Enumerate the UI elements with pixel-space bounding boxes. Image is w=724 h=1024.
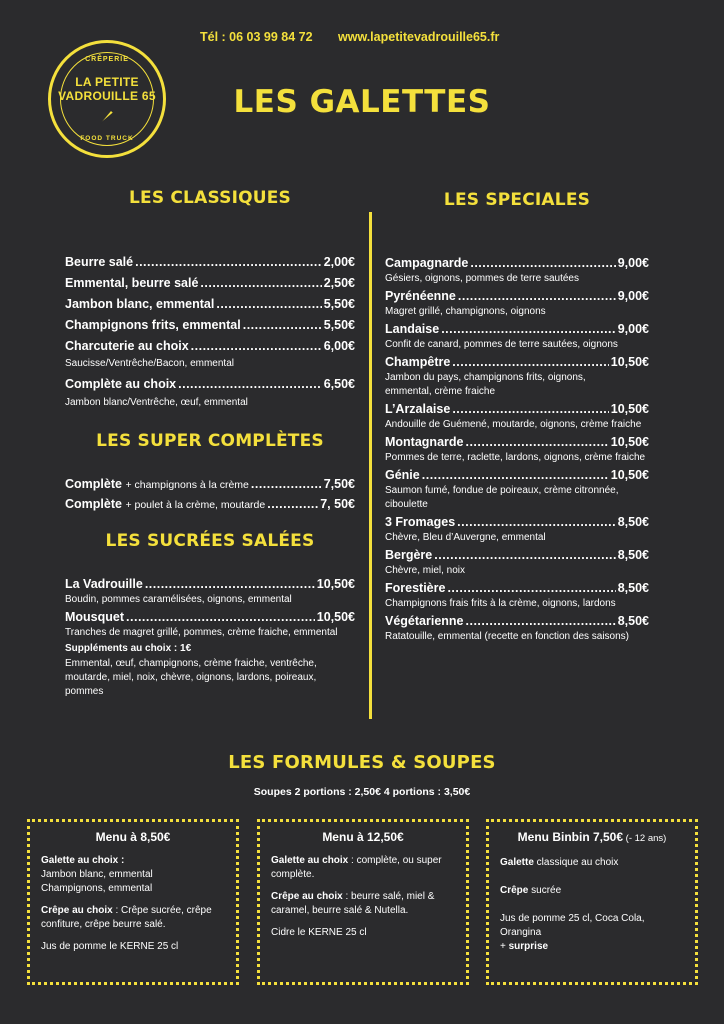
- website-link[interactable]: www.lapetitevadrouille65.fr: [338, 30, 500, 44]
- classiques-list: [65, 254, 355, 410]
- supplements-list: Emmental, œuf, champignons, crème fraiche, ventrêche, moutarde, miel, noix, chèvre, oignons, lardons, poireaux, pommes: [65, 658, 317, 697]
- list-item: Complète + champignons à la crème ..... 7,50€: [65, 476, 355, 493]
- list-item: Champignons frits, emmental ..... 5,50€: [65, 317, 355, 333]
- super-list: [65, 476, 355, 513]
- list-item: Forestière ..... 8,50€: [385, 580, 649, 596]
- menu-title: Menu à 8,50€: [95, 830, 171, 844]
- list-item: Bergère ..... 8,50€: [385, 547, 649, 563]
- list-item: Beurre salé ..... 2,00€: [65, 254, 355, 270]
- item-description: Pommes de terre, raclette, lardons, oignons, crème fraiche: [385, 452, 646, 463]
- list-item: Jambon blanc, emmental ..... 5,50€: [65, 296, 355, 312]
- list-item: L’Arzalaise ..... 10,50€: [385, 401, 649, 417]
- list-item: Emmental, beurre salé ..... 2,50€: [65, 275, 355, 291]
- menu-card-2: Menu à 12,50€ Galette au choix : complète, ou super complète. Crêpe au choix : beurre salé, miel & caramel, beurre salé & Nutella. Cidre le KERNE 25 cl: [257, 819, 469, 985]
- column-divider: [369, 212, 372, 719]
- list-item: Complète au choix ..... 6,50€: [65, 376, 355, 392]
- list-item: Mousquet ..... 10,50€: [65, 609, 355, 625]
- list-item: Campagnarde ..... 9,00€: [385, 255, 649, 271]
- page-title: LES GALETTES: [233, 84, 491, 120]
- item-description: Jambon blanc/Ventrêche, œuf, emmental: [65, 397, 248, 408]
- item-description: Chèvre, Bleu d’Auvergne, emmental: [385, 532, 546, 543]
- list-item: Végétarienne ..... 8,50€: [385, 613, 649, 629]
- speciales-list: [385, 255, 649, 646]
- item-description: Saucisse/Ventrêche/Bacon, emmental: [65, 358, 234, 369]
- section-title-formules: LES FORMULES & SOUPES: [228, 752, 496, 773]
- list-item: Génie ..... 10,50€: [385, 467, 649, 483]
- section-title-classiques: LES CLASSIQUES: [128, 188, 292, 208]
- menu-title: Menu Binbin 7,50€ (- 12 ans): [517, 830, 667, 844]
- section-title-sucrees: LES SUCRÉES SALÉES: [105, 531, 315, 551]
- list-item: Charcuterie au choix ..... 6,00€: [65, 338, 355, 354]
- list-item: Complète + poulet à la crème, moutarde ..... 7, 50€: [65, 496, 355, 513]
- menu-drink: Cidre le KERNE 25 cl: [271, 927, 367, 938]
- sucrees-list: [65, 576, 355, 699]
- list-item: Montagnarde ..... 10,50€: [385, 434, 649, 450]
- list-item: Pyrénéenne ..... 9,00€: [385, 288, 649, 304]
- menu-card-3: Menu Binbin 7,50€ (- 12 ans) Galette classique au choix Crêpe sucrée Jus de pomme 25 cl, Coca Cola, Orangina + surprise: [486, 819, 698, 985]
- item-description: Champignons frais frits à la crème, oignons, lardons: [385, 598, 616, 609]
- section-title-speciales: LES SPECIALES: [443, 190, 591, 210]
- logo-top-text: CRÊPERIE: [85, 56, 129, 63]
- soupes-prices: Soupes 2 portions : 2,50€ 4 portions : 3,50€: [253, 786, 471, 798]
- item-description: Saumon fumé, fondue de poireaux, crème citronnée, ciboulette: [385, 485, 619, 510]
- menu-title: Menu à 12,50€: [322, 830, 404, 844]
- list-item: 3 Fromages ..... 8,50€: [385, 514, 649, 530]
- phone-number[interactable]: Tél : 06 03 99 84 72: [200, 30, 313, 44]
- item-description: Boudin, pommes caramélisées, oignons, emmental: [65, 594, 292, 605]
- list-item: Landaise ..... 9,00€: [385, 321, 649, 337]
- item-description: Tranches de magret grillé, pommes, crème fraiche, emmental: [65, 627, 338, 638]
- logo-name: LA PETITE VADROUILLE 65: [58, 75, 156, 103]
- section-title-super: LES SUPER COMPLÈTES: [96, 431, 324, 451]
- item-description: Confit de canard, pommes de terre sautées, oignons: [385, 339, 618, 350]
- item-description: Andouille de Guémené, moutarde, oignons, crème fraiche: [385, 419, 642, 430]
- item-description: Gésiers, oignons, pommes de terre sautées: [385, 273, 579, 284]
- logo-bottom-text: FOOD TRUCK: [80, 135, 134, 142]
- supplements-title: Suppléments au choix : 1€: [65, 643, 192, 654]
- item-description: Jambon du pays, champignons frits, oignons, emmental, crème fraiche: [385, 372, 586, 397]
- item-description: Magret grillé, champignons, oignons: [385, 306, 546, 317]
- list-item: Champêtre ..... 10,50€: [385, 354, 649, 370]
- item-description: Ratatouille, emmental (recette en fonction des saisons): [385, 631, 630, 642]
- menu-drink: Jus de pomme le KERNE 25 cl: [41, 941, 179, 952]
- menu-card-1: Menu à 8,50€ Galette au choix : Jambon blanc, emmental Champignons, emmental Crêpe au choix : Crêpe sucrée, crêpe confiture, crêpe beurre salé. Jus de pomme le KERNE 25 cl: [27, 819, 239, 985]
- item-description: Chèvre, miel, noix: [385, 565, 466, 576]
- list-item: La Vadrouille ..... 10,50€: [65, 576, 355, 592]
